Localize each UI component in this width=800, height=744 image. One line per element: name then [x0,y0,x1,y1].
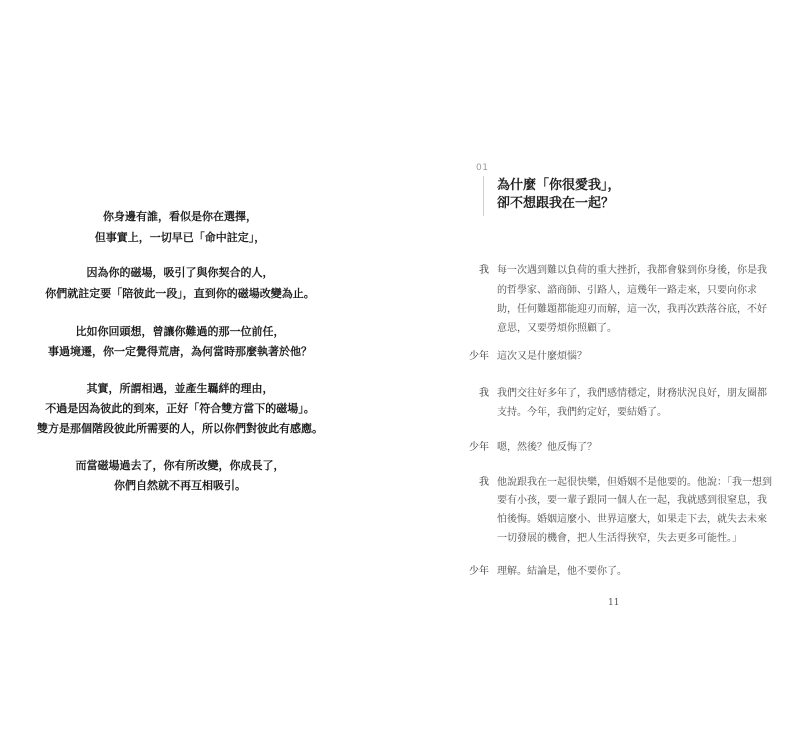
quote-line: 雙方是那個階段彼此所需要的人，所以你們對彼此有感應。 [37,422,323,435]
quote-line: 不過是因為彼此的到來，正好「符合雙方當下的磁場」。 [45,402,315,415]
speaker-label: 少年 [469,442,489,453]
quote-line: 你們就註定要「陪彼此一段」，直到你的磁場改變為止。 [45,287,315,300]
dialogue-line: 這次又是什麼煩惱？ [497,351,587,362]
dialogue-line: 一切發展的機會，把人生活得狹窄，失去更多可能性。」 [497,533,742,544]
dialogue-line: 助，任何難題都能迎刃而解，這一次，我再次跌落谷底，不好 [497,304,767,315]
quote-line: 你們自然就不再互相吸引。 [114,479,246,492]
speaker-label: 少年 [469,566,489,577]
quote-line: 比如你回頭想，曾讓你難過的那一位前任， [75,325,285,338]
chapter-title-line: 卻不想跟我在一起？ [497,196,615,211]
dialogue-line: 嗯，然後？他反悔了？ [497,442,597,453]
dialogue-line: 每一次遇到難以負荷的重大挫折，我都會躲到你身後，你是我 [497,265,767,276]
dialogue-line: 他說跟我在一起很快樂，但婚姻不是他要的。他說：「我一想到 [497,477,772,488]
chapter-divider [483,176,484,216]
quote-line: 因為你的磁場，吸引了與你契合的人， [86,266,274,279]
dialogue-line: 要有小孩，要一輩子跟同一個人在一起，我就感到很窒息，我 [497,495,767,506]
quote-line: 其實，所謂相遇，並產生羈絆的理由， [86,382,274,395]
dialogue-line: 理解。結論是，他不要你了。 [497,566,627,577]
dialogue-line: 的哲學家、諮商師、引路人，這幾年一路走來，只要向你求 [497,285,757,296]
dialogue-line: 意思，又要勞煩你照顧了。 [497,323,617,334]
speaker-label: 我 [479,388,489,399]
chapter-number: 01 [476,163,489,173]
speaker-label: 我 [479,477,489,488]
quote-line: 但事實上，一切早已「命中註定」， [94,231,266,244]
page-number: 11 [608,598,620,608]
quote-line: 而當磁場過去了，你有所改變，你成長了， [75,459,285,472]
right-page [400,0,800,744]
quote-line: 你身邊有誰，看似是你在選擇， [103,210,257,223]
speaker-label: 我 [479,265,489,276]
speaker-label: 少年 [469,351,489,362]
dialogue-line: 我們交往好多年了，我們感情穩定，財務狀況良好，朋友圈都 [497,388,767,399]
dialogue-line: 支持。今年，我們約定好，要結婚了。 [497,407,667,418]
chapter-title-line: 為什麼「你很愛我」， [497,178,621,193]
dialogue-line: 怕後悔。婚姻這麼小、世界這麼大，如果走下去，就失去未來 [497,514,767,525]
quote-line: 事過境遷，你一定覺得荒唐，為何當時那麼執著於他？ [48,345,312,358]
